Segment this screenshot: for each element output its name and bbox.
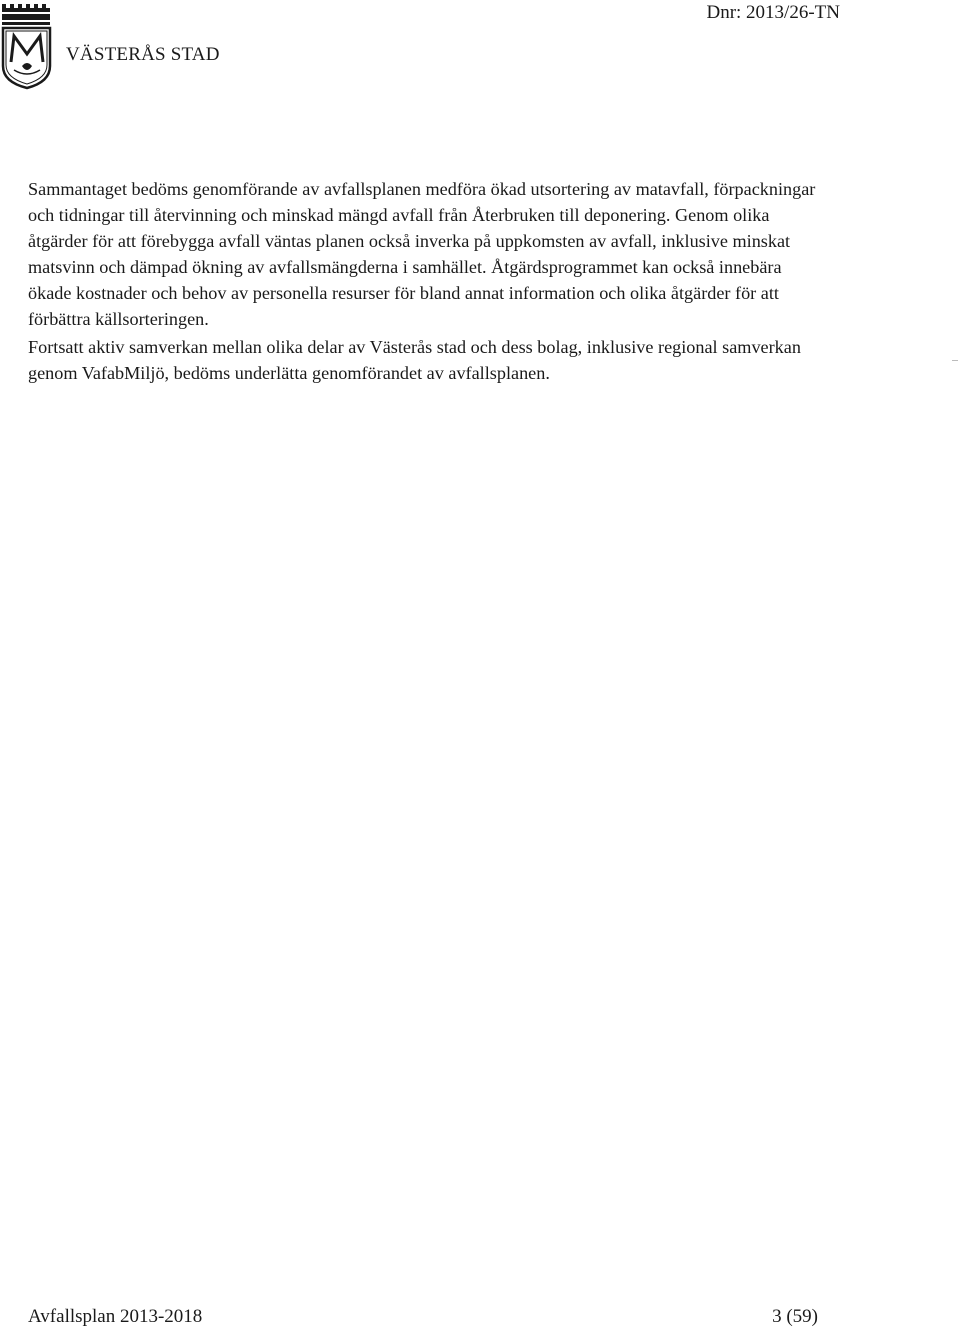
footer-page-number: 3 (59): [772, 1306, 818, 1327]
organization-name: VÄSTERÅS STAD: [66, 44, 220, 65]
document-body: [28, 176, 828, 388]
scan-edge-mark: [952, 360, 958, 361]
paragraph: Fortsatt aktiv samverkan mellan olika delar av Västerås stad och dess bolag, inklusive regional samverkan genom VafabMiljö, bedöms underlätta genomförandet av avfallsplanen.: [28, 337, 801, 383]
document-reference: Dnr: 2013/26-TN: [706, 2, 840, 23]
vasteras-coat-of-arms-icon: [0, 4, 54, 90]
paragraph: Sammantaget bedöms genomförande av avfallsplanen medföra ökad utsortering av matavfall, förpackningar och tidningar till återvinning och minskad mängd avfall från Återbruken till deponering. Genom olika åtgärder för att förebygga avfall väntas planen också inverka på uppkomsten av avfall, inklusive minskat matsvinn och dämpad ökning av avfallsmängderna i samhället. Åtgärdsprogrammet kan också innebära ökade kostnader och behov av personella resurser för bland annat information och olika åtgärder för att förbättra källsorteringen.: [28, 179, 816, 329]
footer-document-title: Avfallsplan 2013-2018: [28, 1306, 203, 1327]
